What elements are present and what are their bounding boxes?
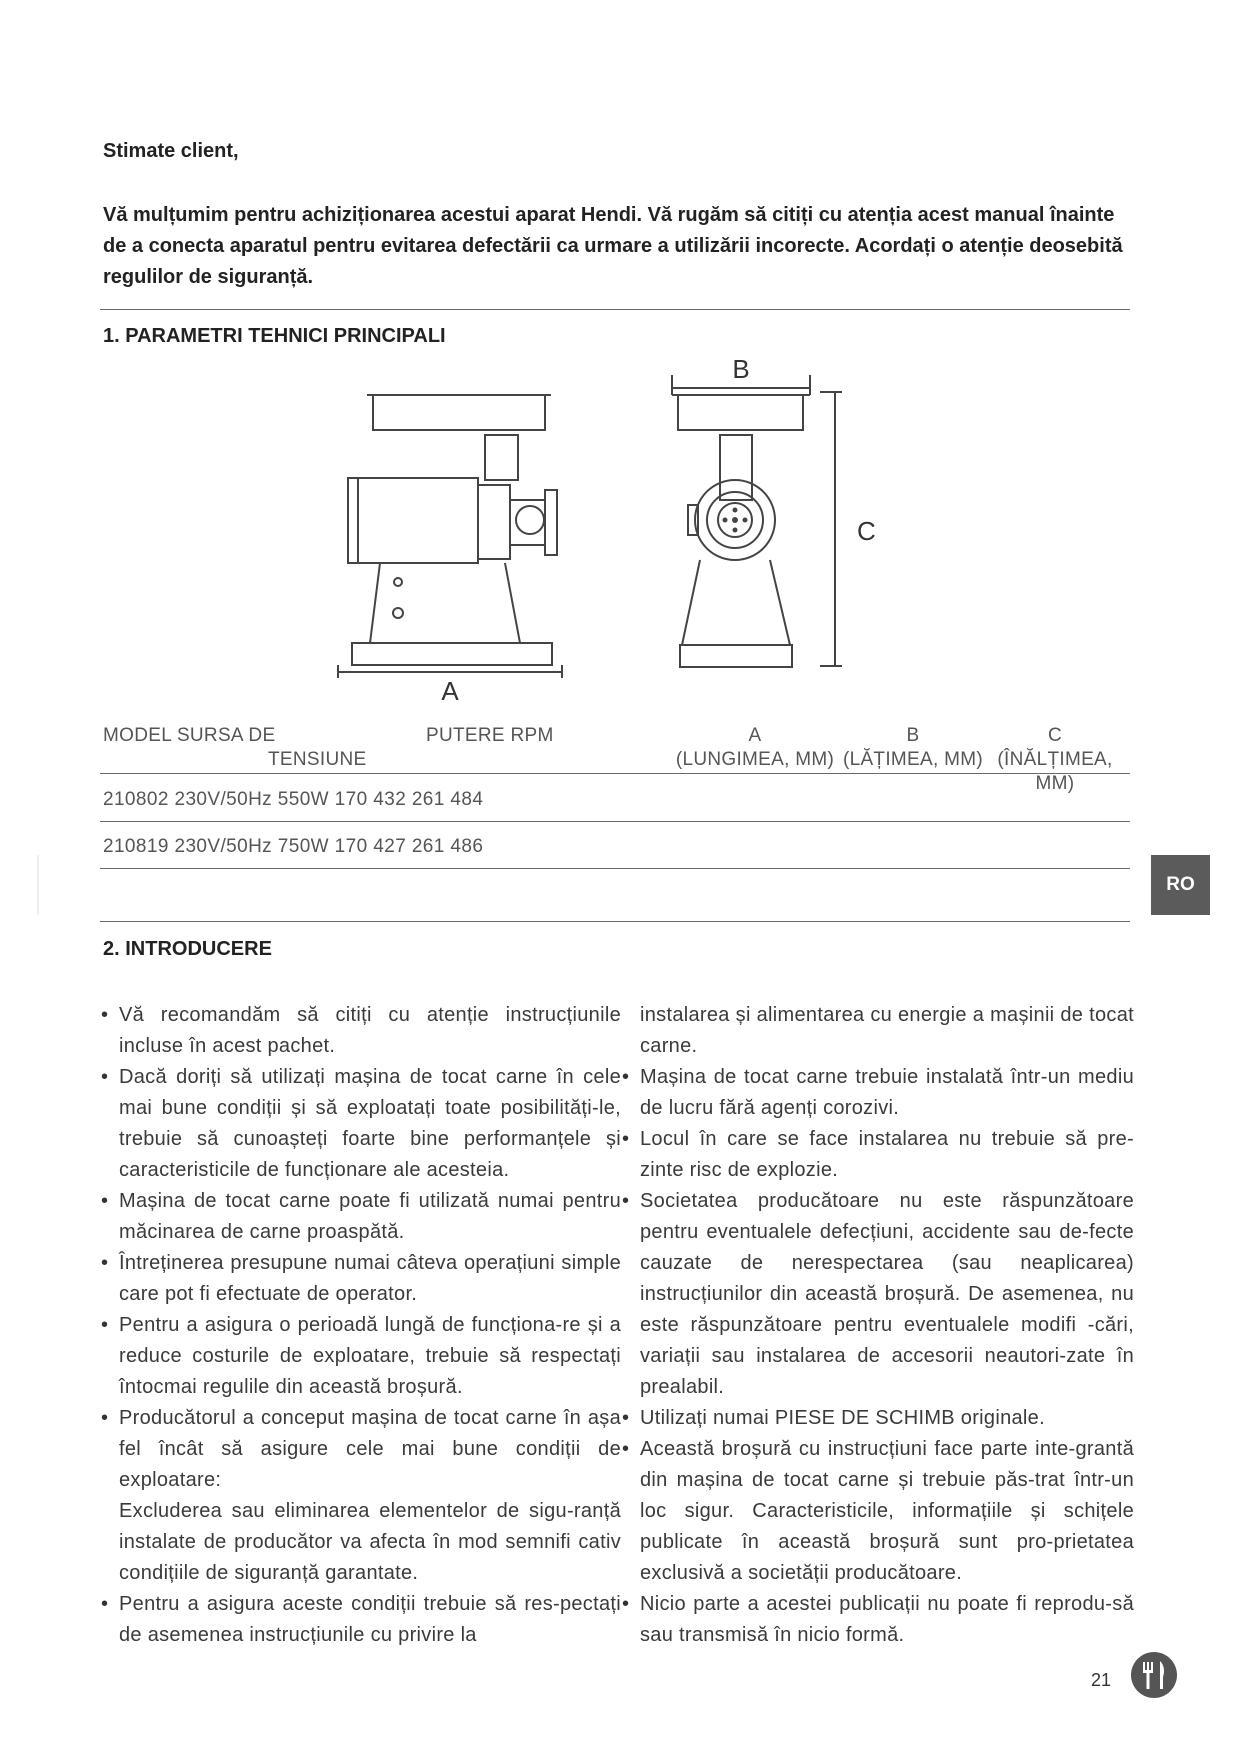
language-tab-ro: RO: [1151, 855, 1210, 915]
front-view-neck: [720, 435, 752, 500]
divider: [100, 309, 1130, 310]
list-item: • Locul în care se face instalarea nu trebuie să pre-zinte risc de explozie.: [622, 1124, 1134, 1186]
list-item: • Dacă doriți să utilizați mașina de tocat carne în cele mai bune condiții și să exploatați toate posibilități-le, trebuie să cunoașteți foarte bine performanțele și caracteristicile de funcționare ale acesteia.: [101, 1062, 621, 1186]
label-a: A: [441, 676, 459, 706]
header-b-sub: (LĂȚIMEA, MM): [842, 749, 984, 770]
header-model-source: MODEL SURSA DE: [103, 725, 276, 746]
front-view-base: [680, 645, 792, 667]
list-item: • Mașina de tocat carne poate fi utilizată numai pentru măcinarea de carne proaspătă.: [101, 1186, 621, 1248]
header-model-source-cont: TENSIUNE: [268, 749, 367, 770]
label-c: C: [857, 516, 876, 546]
header-a-label: A: [748, 725, 762, 746]
list-item: • Această broșură cu instrucțiuni face parte inte-grantă din mașina de tocat carne și trebuie păs-trat într-un loc sigur. Caracteristicile, informațiile și schițele publicate în această broșură sunt pro-prietatea exclusivă a societății producătoare.: [622, 1434, 1134, 1589]
table-row: 210819 230V/50Hz 750W 170 427 261 486: [103, 836, 484, 857]
list-item: • Întreținerea presupune numai câteva operațiuni simple care pot fi efectuate de operator.: [101, 1248, 621, 1310]
page-number: 21: [1091, 1670, 1112, 1690]
list-item: • Mașina de tocat carne trebuie instalată într-un mediu de lucru fără agenți corozivi.: [622, 1062, 1134, 1124]
list-item-continuation: Excluderea sau eliminarea elementelor de sigu-ranță instalate de producător va afecta în mod semnifi cativ condițiile de siguranță garantate.: [119, 1500, 621, 1584]
header-c: [980, 724, 1130, 796]
hendi-cutlery-logo-icon: [1130, 1651, 1178, 1699]
divider: [100, 921, 1130, 922]
list-item: • Utilizați numai PIESE DE SCHIMB originale.: [622, 1403, 1134, 1434]
header-c-label: C: [1047, 725, 1063, 746]
table-row-divider: [100, 868, 1130, 869]
header-b: [838, 724, 988, 772]
header-a: [670, 724, 840, 772]
list-item: • Pentru a asigura o perioadă lungă de funcționa-re și a reduce costurile de exploatare, trebuie să respectați întocmai regulile din această broșură.: [101, 1310, 621, 1403]
list-item: • Vă recomandăm să citiți cu atenție instrucțiunile incluse în acest pachet.: [101, 1000, 621, 1062]
list-item-continuation: instalarea și alimentarea cu energie a mașinii de tocat carne.: [640, 1004, 1134, 1057]
list-item: • Pentru a asigura aceste condiții trebuie să res-pectați de asemenea instrucțiunile cu privire la: [101, 1589, 621, 1651]
table-row: 210802 230V/50Hz 550W 170 432 261 484: [103, 789, 484, 810]
table-row-divider: [100, 821, 1130, 822]
meat-grinder-diagram: [330, 360, 890, 710]
intro-paragraph: Vă mulțumim pentru achiziționarea acestui aparat Hendi. Vă rugăm să citiți cu atenția acest manual înainte de a conecta aparatul pentru evitarea defectării ca urmare a utilizării incorecte. Acordați o atenție deosebită regulilor de siguranță.: [103, 204, 1123, 288]
side-view-motor: [358, 478, 478, 563]
greeting: Stimate client,: [103, 140, 239, 162]
header-a-sub: (LUNGIMEA, MM): [675, 749, 835, 770]
edge-mark: [37, 855, 39, 915]
intro-left-column: [101, 1000, 621, 1651]
front-view-tray: [678, 395, 803, 430]
list-item: • Nicio parte a acestei publicații nu poate fi reprodu-să sau transmisă în nicio formă.: [622, 1589, 1134, 1651]
list-item: • Societatea producătoare nu este răspunzătoare pentru eventualele defecțiuni, accidente sau de-fecte cauzate de nerespectarea (sau neaplicarea) instrucțiunilor din această broșură. De asemenea, nu este răspunzătoare pentru eventualele modifi -cări, variații sau instalarea de accesorii neautori-zate în prealabil.: [622, 1186, 1134, 1403]
intro-right-column: [622, 1000, 1134, 1651]
section-title-technical: 1. PARAMETRI TEHNICI PRINCIPALI: [103, 325, 446, 347]
side-view-tray: [373, 395, 545, 430]
header-power-rpm: PUTERE RPM: [426, 725, 554, 746]
table-header-divider: [100, 773, 1130, 774]
section-title-introduction: 2. INTRODUCERE: [103, 938, 272, 960]
list-item: • Producătorul a conceput mașina de tocat carne în așa fel încât să asigure cele mai bune condiții de exploatare:: [101, 1403, 621, 1496]
side-view-neck: [485, 435, 518, 480]
side-view-base: [352, 643, 552, 665]
header-b-label: B: [906, 725, 920, 746]
header-c-sub: (ÎNĂLȚIMEA, MM): [997, 749, 1113, 794]
label-b: B: [732, 360, 750, 384]
